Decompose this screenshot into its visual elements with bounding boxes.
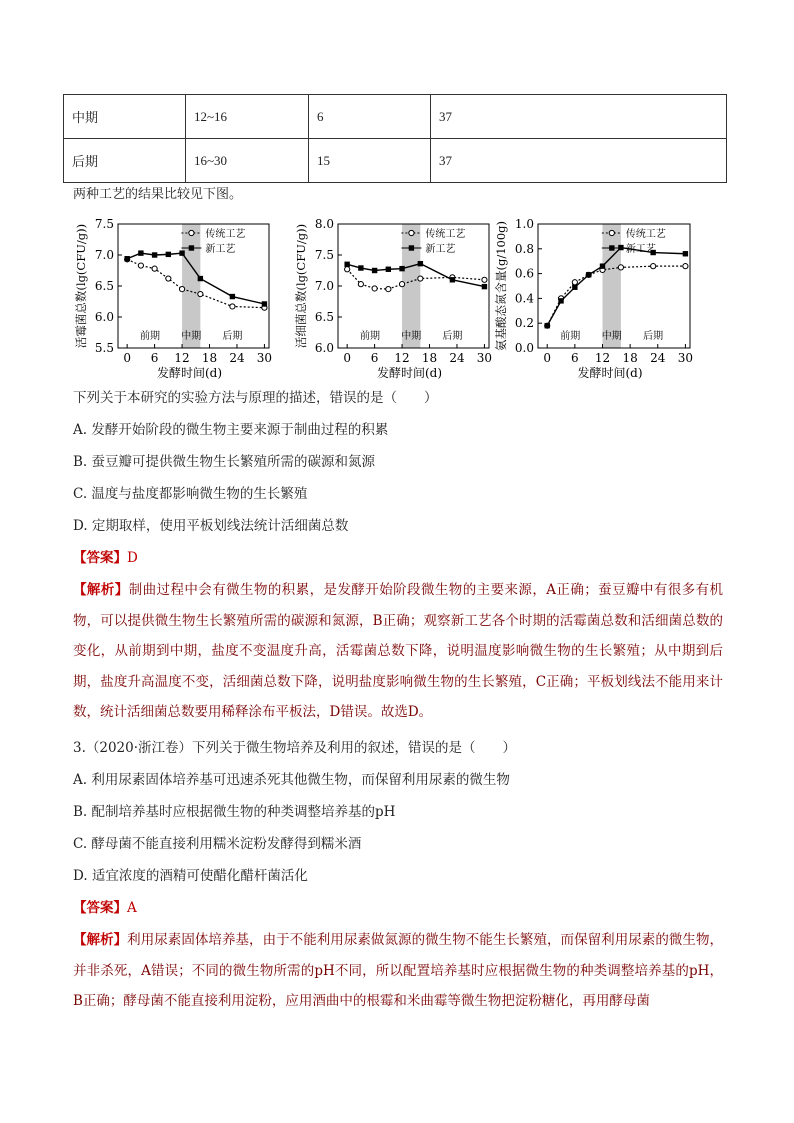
answer-label: 【答案】 <box>73 900 127 916</box>
analysis-label: 【解析】 <box>73 582 129 598</box>
y-tick-label: 7.0 <box>314 279 334 293</box>
option-d: D. 定期取样，使用平板划线法统计活细菌总数 <box>73 518 349 534</box>
y-tick-label: 6.0 <box>314 341 334 355</box>
x-tick-label: 30 <box>256 351 273 365</box>
data-point <box>386 287 391 292</box>
option-a: A. 利用尿素固体培养基可迅速杀死其他微生物，而保留利用尿素的微生物 <box>73 772 510 788</box>
table-row <box>64 95 727 139</box>
period-label: 前期 <box>140 331 161 342</box>
table-cell: 中期 <box>64 95 186 139</box>
period-label: 前期 <box>360 331 381 342</box>
legend-label: 新工艺 <box>205 244 236 255</box>
y-tick-label: 6.5 <box>314 310 334 324</box>
data-point <box>618 265 623 270</box>
legend-marker <box>409 230 414 235</box>
data-point <box>372 268 377 273</box>
table-cell: 6 <box>309 95 431 139</box>
legend-marker <box>409 245 414 250</box>
y-tick-label: 7.5 <box>314 248 334 262</box>
data-point <box>230 304 235 309</box>
option-b: B. 配制培养基时应根据微生物的种类调整培养基的pH <box>73 804 396 820</box>
data-point <box>418 276 423 281</box>
x-tick-label: 0 <box>543 351 552 365</box>
x-tick-label: 30 <box>476 351 493 365</box>
data-point <box>683 264 688 269</box>
data-point <box>358 265 363 270</box>
period-label: 后期 <box>643 331 664 342</box>
middle-period-shade <box>602 224 620 348</box>
chart-bacteria-count <box>282 210 497 389</box>
x-tick-label: 24 <box>650 351 666 365</box>
legend-marker <box>609 230 614 235</box>
period-label: 中期 <box>401 331 422 342</box>
x-axis-label: 发酵时间(d) <box>577 366 643 380</box>
x-tick-label: 6 <box>370 351 379 365</box>
analysis-text: 利用尿素固体培养基，由于不能利用尿素做氮源的微生物不能生长繁殖，而保留利用尿素的微生物，并非杀死，A错误；不同的微生物所需的pH不同，所以配置培养基时应根据微生物的种类调整培养基的pH，B正确；酵母菌不能直接利用淀粉，应用酒曲中的根霉和米曲霉等微生物把淀粉糖化，再用酵母菌 <box>73 932 724 1009</box>
table-cell: 37 <box>431 139 727 183</box>
data-point <box>152 266 157 271</box>
period-label: 后期 <box>442 331 463 342</box>
data-point <box>344 262 349 267</box>
data-point <box>198 276 203 281</box>
data-point <box>399 266 404 271</box>
data-point <box>372 286 377 291</box>
answer-line <box>73 891 137 925</box>
data-point <box>166 276 171 281</box>
x-tick-label: 24 <box>229 351 245 365</box>
y-axis-label: 氨基酸态氮含量(g/100g) <box>494 220 508 352</box>
x-axis-label: 发酵时间(d) <box>376 366 443 380</box>
data-point <box>586 272 591 277</box>
y-tick-label: 0.4 <box>514 291 534 306</box>
answer-label: 【答案】 <box>73 550 127 566</box>
option-c: C. 酵母菌不能直接利用糯米淀粉发酵得到糯米酒 <box>73 836 362 852</box>
data-point <box>166 252 171 257</box>
period-label: 中期 <box>601 331 622 342</box>
middle-period-shade <box>182 224 200 348</box>
data-point <box>198 291 203 296</box>
option-c: C. 温度与盐度都影响微生物的生长繁殖 <box>73 486 308 502</box>
chart-svg <box>62 210 277 385</box>
answer-value: A <box>127 900 137 916</box>
legend-marker <box>609 245 614 250</box>
legend-label: 新工艺 <box>625 244 656 255</box>
x-axis-label: 发酵时间(d) <box>156 366 223 380</box>
analysis-text: 制曲过程中会有微生物的积累，是发酵开始阶段微生物的主要来源，A正确；蚕豆瓣中有很多有机物，可以提供微生物生长繁殖所需的碳源和氮源，B正确；观察新工艺各个时期的活霉菌总数和活细菌总数的变化，从前期到中期，盐度不变温度升高，活霉菌总数下降，说明温度影响微生物的生长繁殖；从中期到后期，盐度升高温度不变，活细菌总数下降，说明盐度影响微生物的生长繁殖，C正确；平板划线法不能用来计数，统计活细菌总数要用稀释涂布平板法，D错误。故选D。 <box>73 582 724 720</box>
answer-value: D <box>127 550 138 566</box>
data-point <box>683 251 688 256</box>
x-tick-label: 18 <box>201 351 218 365</box>
data-point <box>399 282 404 287</box>
legend-marker <box>189 230 194 235</box>
data-point <box>230 294 235 299</box>
analysis-block <box>73 575 723 728</box>
data-point <box>138 250 143 255</box>
intro-text: 两种工艺的结果比较见下图。 <box>73 187 243 202</box>
y-tick-label: 0.8 <box>514 241 534 256</box>
y-tick-label: 7.5 <box>94 217 114 231</box>
chart-svg <box>282 210 497 385</box>
period-label: 后期 <box>222 331 243 342</box>
data-point <box>138 263 143 268</box>
data-point <box>358 282 363 287</box>
y-tick-label: 0.2 <box>514 316 534 331</box>
data-point <box>124 256 129 261</box>
x-tick-label: 12 <box>594 351 611 365</box>
legend-label: 新工艺 <box>425 244 456 255</box>
option-a: A. 发酵开始阶段的微生物主要来源于制曲过程的积累 <box>73 422 389 438</box>
y-tick-label: 0.6 <box>514 266 534 281</box>
data-point <box>345 267 350 272</box>
x-tick-label: 6 <box>150 351 159 365</box>
y-tick-label: 1.0 <box>514 217 534 231</box>
table-cell: 15 <box>309 139 431 183</box>
table-cell: 37 <box>431 95 727 139</box>
legend-label: 传统工艺 <box>425 229 466 240</box>
data-point <box>418 261 423 266</box>
option-d: D. 适宜浓度的酒精可使醋化醋杆菌活化 <box>73 868 308 884</box>
data-point <box>545 323 550 328</box>
x-tick-label: 0 <box>123 351 131 365</box>
x-tick-label: 24 <box>449 351 465 365</box>
x-tick-label: 12 <box>394 351 410 365</box>
y-tick-label: 7.0 <box>94 248 114 262</box>
legend-label: 传统工艺 <box>205 229 246 240</box>
legend-label: 传统工艺 <box>625 229 666 240</box>
data-point <box>179 287 184 292</box>
y-tick-label: 0.0 <box>514 341 534 355</box>
chart-mold-count <box>62 210 277 389</box>
y-tick-label: 6.0 <box>94 310 114 324</box>
data-point <box>386 267 391 272</box>
data-point <box>152 252 157 257</box>
period-label: 前期 <box>560 331 581 342</box>
x-tick-label: 18 <box>622 351 638 365</box>
y-axis-label: 活霉菌总数(lg(CFU/g)) <box>74 223 88 349</box>
data-point <box>600 263 605 268</box>
data-point <box>450 277 455 282</box>
data-point <box>558 298 563 303</box>
data-point <box>482 277 487 282</box>
table-cell: 12~16 <box>186 95 309 139</box>
x-tick-label: 30 <box>677 351 694 365</box>
data-point <box>572 280 577 285</box>
x-tick-label: 18 <box>421 351 438 365</box>
data-point <box>651 264 656 269</box>
y-tick-label: 8.0 <box>314 217 334 231</box>
analysis-label: 【解析】 <box>73 932 128 948</box>
data-point <box>482 284 487 289</box>
period-label: 中期 <box>181 331 202 342</box>
answer-line <box>73 541 138 575</box>
data-point <box>179 250 184 255</box>
option-b: B. 蚕豆瓣可提供微生物生长繁殖所需的碳源和氮源 <box>73 454 376 470</box>
middle-period-shade <box>402 224 420 348</box>
chart-amino-nitrogen <box>494 210 700 389</box>
legend-marker <box>189 245 194 250</box>
question-stem: 下列关于本研究的实验方法与原理的描述，错误的是（ ） <box>73 390 438 406</box>
x-tick-label: 6 <box>571 351 579 365</box>
table-row <box>64 139 727 183</box>
y-axis-label: 活细菌总数(lg(CFU/g)) <box>294 223 308 349</box>
x-tick-label: 12 <box>174 351 190 365</box>
y-tick-label: 6.5 <box>94 279 114 293</box>
analysis-block <box>73 925 723 1017</box>
question-stem: 3.（2020·浙江卷）下列关于微生物培养及利用的叙述，错误的是（ ） <box>73 740 517 756</box>
data-point <box>262 301 267 306</box>
x-tick-label: 0 <box>343 351 351 365</box>
data-table <box>63 94 727 183</box>
y-tick-label: 5.5 <box>94 341 114 355</box>
table-cell: 16~30 <box>186 139 309 183</box>
data-point <box>572 285 577 290</box>
chart-svg <box>494 210 700 385</box>
table-cell: 后期 <box>64 139 186 183</box>
